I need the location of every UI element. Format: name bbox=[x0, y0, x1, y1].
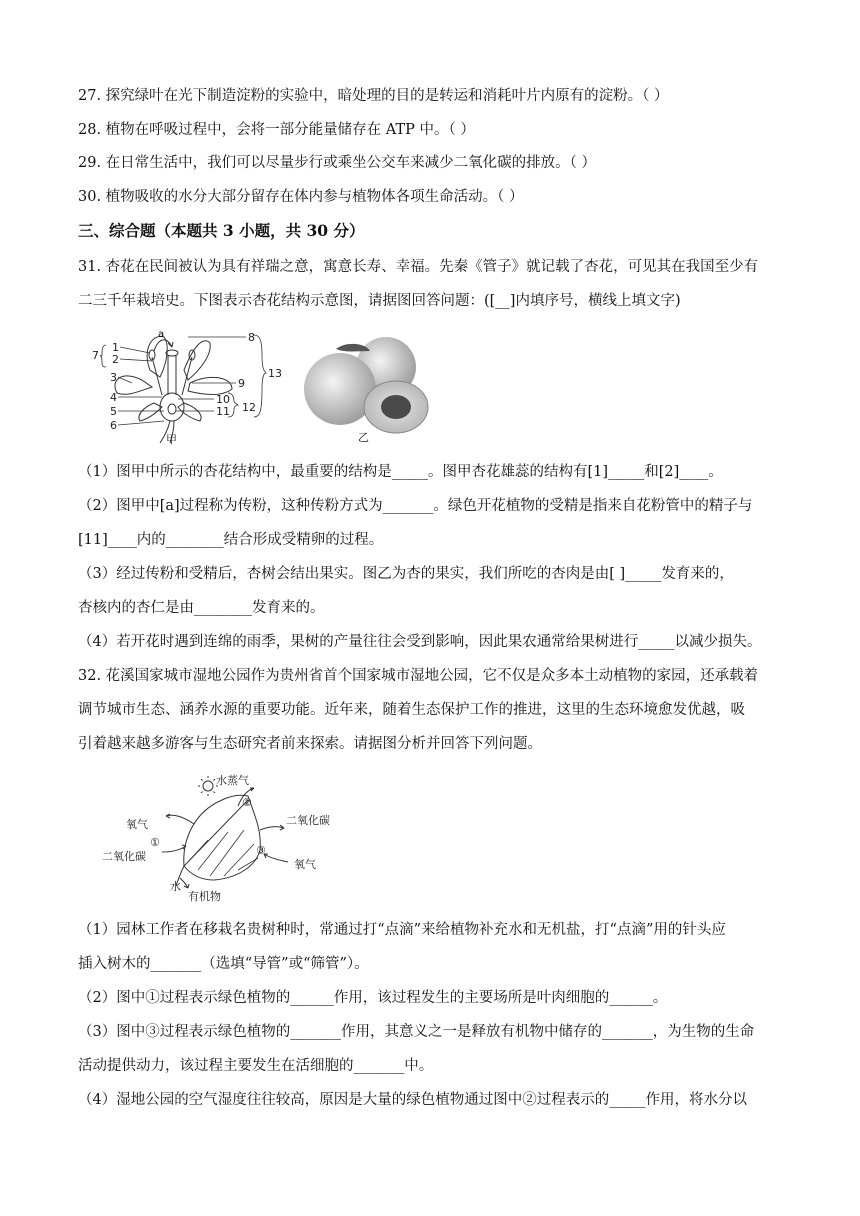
q32-intro-1: 32. 花溪国家城市湿地公园作为贵州省首个国家城市湿地公园，它不仅是众多本土动植物的家园，还承载着 bbox=[78, 668, 759, 684]
label-co2-left: 二氧化碳 bbox=[102, 850, 146, 863]
label-9: 9 bbox=[238, 377, 245, 390]
q32-intro-2: 调节城市生态、涵养水源的重要功能。近年来，随着生态保护工作的推进，这里的生态环境愈发优越，吸 bbox=[78, 702, 745, 718]
q32-sub1-b: 插入树木的_______（选填“导管”或“筛管”）。 bbox=[78, 956, 369, 972]
label-3: 3 bbox=[110, 371, 117, 384]
label-7: 7 bbox=[92, 349, 99, 362]
section-title: 三、综合题（本题共 3 小题，共 30 分） bbox=[78, 221, 365, 240]
label-oxygen-left: 氧气 bbox=[126, 818, 148, 831]
label-co2-right: 二氧化碳 bbox=[286, 814, 330, 827]
q32-sub4: （4）湿地公园的空气湿度往往较高，原因是大量的绿色植物通过图中②过程表示的_____作用，将水分以 bbox=[78, 1092, 747, 1108]
label-13: 13 bbox=[268, 367, 282, 380]
q31-sub2-a: （2）图甲中[a]过程称为传粉，这种传粉方式为_______。绿色开花植物的受精是指来自花粉管中的精子与 bbox=[78, 498, 753, 514]
label-organic: 有机物 bbox=[188, 890, 221, 903]
q32-sub2: （2）图中①过程表示绿色植物的______作用，该过程发生的主要场所是叶肉细胞的______。 bbox=[78, 990, 668, 1006]
q31-sub3-a: （3）经过传粉和受精后，杏树会结出果实。图乙为杏的果实，我们所吃的杏肉是由[ ]_____发育来的， bbox=[78, 566, 734, 582]
label-water-vapor: 水蒸气 bbox=[216, 774, 249, 787]
q32-sub3-b: 活动提供动力，该过程主要发生在活细胞的_______中。 bbox=[78, 1058, 434, 1074]
judgment-29: 29. 在日常生活中，我们可以尽量步行或乘坐公交车来减少二氧化碳的排放。（ ） bbox=[78, 155, 597, 171]
label-circle-3: ③ bbox=[256, 844, 266, 857]
q31-sub4: （4）若开花时遇到连绵的雨季，果树的产量往往会受到影响，因此果农通常给果树进行_____以减少损失。 bbox=[78, 634, 762, 650]
leaf-process-diagram bbox=[98, 770, 358, 906]
label-8: 8 bbox=[248, 331, 255, 344]
q31-sub2-b: [11]____内的________结合形成受精卵的过程。 bbox=[78, 532, 384, 548]
q32-intro-3: 引着越来越多游客与生态研究者前来探索。请据图分析并回答下列问题。 bbox=[78, 736, 542, 752]
q31-sub1: （1）图甲中所示的杏花结构中，最重要的结构是_____。图甲杏花雄蕊的结构有[1]_____和[2]____。 bbox=[78, 464, 723, 480]
label-oxygen-right: 氧气 bbox=[294, 858, 316, 871]
q32-sub3-a: （3）图中③过程表示绿色植物的_______作用，其意义之一是释放有机物中储存的_______，为生物的生命 bbox=[78, 1024, 755, 1040]
flower-structure-diagram bbox=[92, 325, 292, 445]
label-water: 水 bbox=[170, 880, 181, 893]
label-10: 10 bbox=[216, 393, 230, 406]
label-a: a bbox=[158, 329, 165, 340]
sun-icon bbox=[198, 776, 218, 796]
label-12: 12 bbox=[242, 401, 256, 414]
label-5: 5 bbox=[110, 405, 117, 418]
q31-intro-2: 二三千年栽培史。下图表示杏花结构示意图，请据图回答问题：([__]内填序号，横线上填文字) bbox=[78, 293, 681, 309]
label-circle-2: ② bbox=[242, 796, 252, 809]
caption-jia: 甲 bbox=[166, 433, 177, 445]
label-4: 4 bbox=[110, 391, 117, 404]
label-6: 6 bbox=[110, 419, 117, 432]
apricot-fruit-image bbox=[296, 325, 436, 445]
judgment-27: 27. 探究绿叶在光下制造淀粉的实验中，暗处理的目的是转运和消耗叶片内原有的淀粉。（ ） bbox=[78, 88, 669, 104]
q32-sub1-a: （1）园林工作者在移栽名贵树种时，常通过打“点滴”来给植物补充水和无机盐，打“点滴”用的针头应 bbox=[78, 922, 726, 938]
label-circle-1: ① bbox=[150, 836, 160, 849]
judgment-28: 28. 植物在呼吸过程中，会将一部分能量储存在 ATP 中。（ ） bbox=[78, 122, 475, 138]
caption-yi: 乙 bbox=[358, 431, 369, 444]
label-2: 2 bbox=[112, 353, 119, 366]
label-1: 1 bbox=[112, 341, 119, 354]
judgment-30: 30. 植物吸收的水分大部分留存在体内参与植物体各项生命活动。（ ） bbox=[78, 189, 524, 205]
q31-sub3-b: 杏核内的杏仁是由________发育来的。 bbox=[78, 600, 325, 616]
q31-intro-1: 31. 杏花在民间被认为具有祥瑞之意，寓意长寿、幸福。先秦《管子》就记载了杏花，可见其在我国至少有 bbox=[78, 259, 759, 275]
label-11: 11 bbox=[216, 405, 230, 418]
